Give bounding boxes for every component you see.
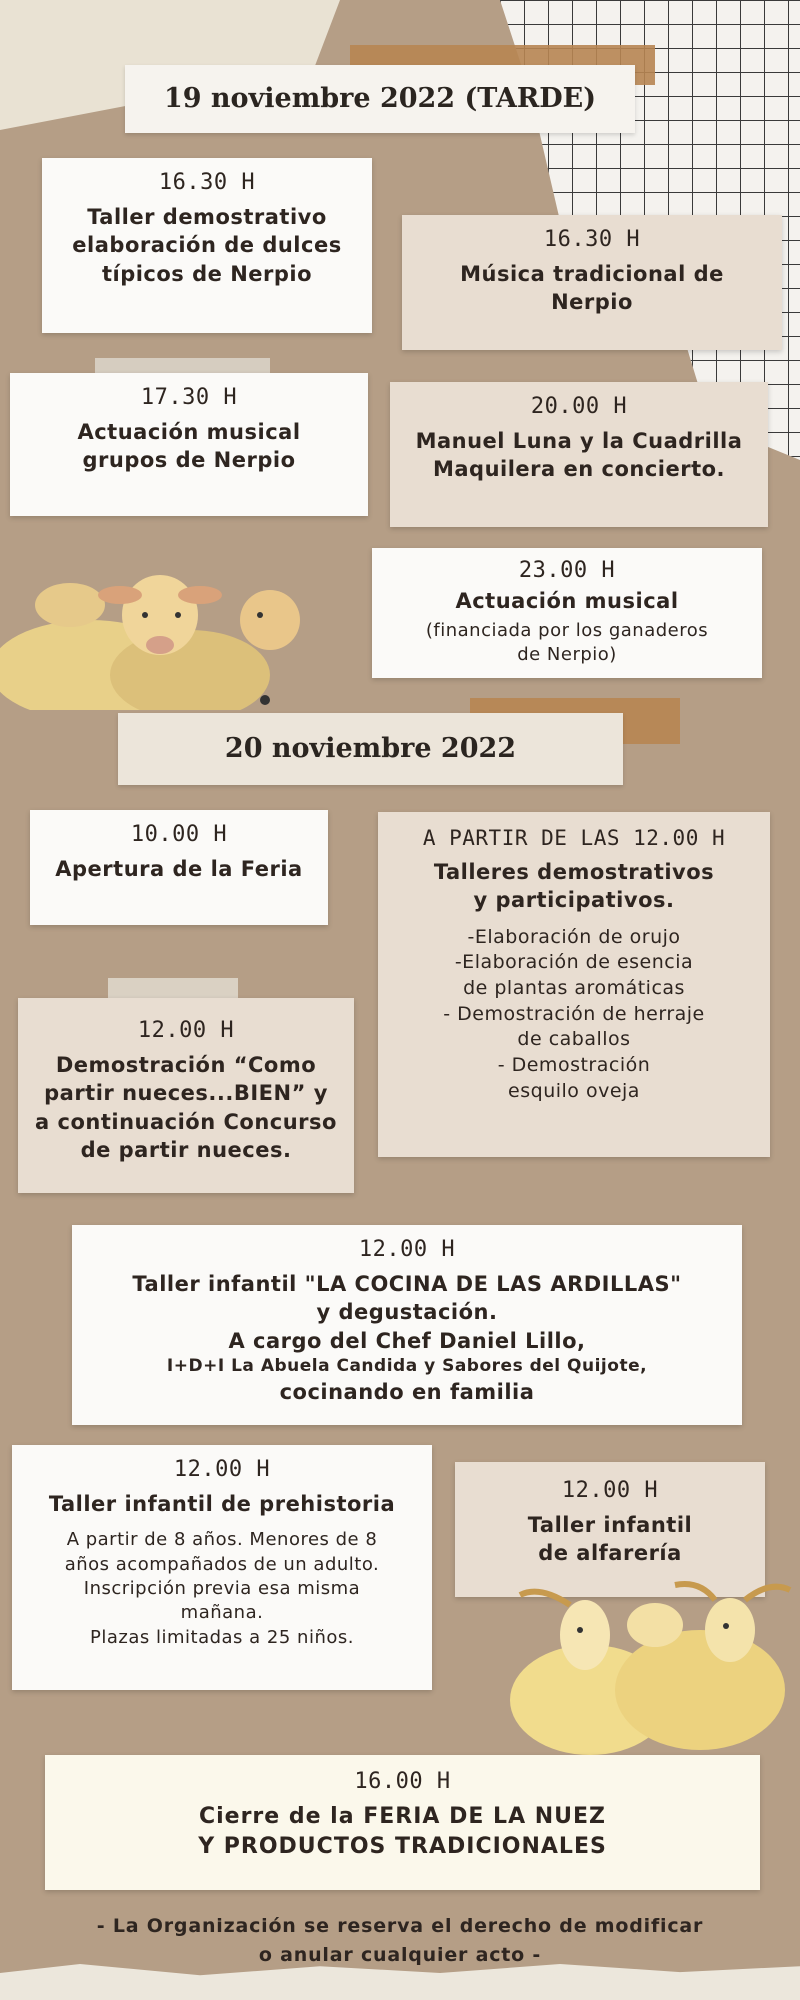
goat-illustration [500, 1580, 800, 1755]
event-title: Talleres demostrativos y participativos. [433, 860, 715, 913]
event-card [72, 1225, 742, 1425]
event-title: Música tradicional de Nerpio [460, 262, 724, 315]
event-time: 12.00 H [137, 1018, 235, 1043]
event-time: 16.00 H [354, 1769, 451, 1794]
event-title: Actuación musical grupos de Nerpio [77, 420, 301, 473]
event-card [12, 1445, 432, 1690]
event-note: (financiada por los ganaderos de Nerpio) [425, 620, 709, 665]
event-title: Taller infantil de prehistoria [48, 1492, 396, 1516]
event-time: 20.00 H [530, 394, 628, 419]
event-details: -Elaboración de orujo -Elaboración de esencia de plantas aromáticas - Demostración de herraje de caballos - Demostración esquilo oveja [443, 925, 705, 1102]
event-title: Apertura de la Feria [55, 857, 303, 881]
event-card [372, 548, 762, 678]
event-title: Actuación musical [455, 589, 679, 613]
event-time: 16.30 H [543, 227, 641, 252]
event-card [30, 810, 328, 925]
event-time: 12.00 H [358, 1237, 456, 1262]
event-time: 23.00 H [518, 558, 616, 583]
event-card [378, 812, 770, 1157]
sheep-illustration [0, 560, 340, 710]
event-title: Cierre de la FERIA DE LA NUEZ Y PRODUCTOS TRADICIONALES [198, 1804, 607, 1859]
event-time: 16.30 H [158, 170, 256, 195]
event-time: A PARTIR DE LAS 12.00 H [422, 826, 726, 850]
event-title-line: I+D+I La Abuela Candida y Sabores del Quijote, [166, 1356, 648, 1377]
event-title: Manuel Luna y la Cuadrilla Maquilera en concierto. [415, 429, 743, 482]
event-time: 12.00 H [173, 1457, 271, 1482]
event-time: 12.00 H [561, 1478, 659, 1503]
event-time: 10.00 H [130, 822, 228, 847]
event-title-line: cocinando en familia [279, 1379, 535, 1404]
event-title: Taller infantil "LA COCINA DE LAS ARDILLAS" y degustación. A cargo del Chef Daniel Lillo, [132, 1272, 682, 1353]
event-details: A partir de 8 años. Menores de 8 años acompañados de un adulto. Inscripción previa esa misma mañana. Plazas limitadas a 25 niños. [64, 1529, 380, 1648]
event-time: 17.30 H [140, 385, 238, 410]
day2-heading: 20 noviembre 2022 [118, 713, 623, 785]
event-card [45, 1755, 760, 1890]
event-card [10, 373, 368, 516]
event-title: Taller infantil de alfarería [527, 1513, 693, 1566]
event-card [455, 1462, 765, 1597]
event-card [18, 998, 354, 1193]
event-card [402, 215, 782, 350]
event-title: Demostración “Como partir nueces...BIEN” y a continuación Concurso de partir nueces. [35, 1053, 337, 1163]
event-card [42, 158, 372, 333]
event-title: Taller demostrativo elaboración de dulces típicos de Nerpio [72, 205, 342, 286]
footer-note: - La Organización se reserva el derecho de modificar o anular cualquier acto - [96, 1915, 704, 1967]
event-card [390, 382, 768, 527]
day1-heading: 19 noviembre 2022 (TARDE) [125, 65, 635, 133]
